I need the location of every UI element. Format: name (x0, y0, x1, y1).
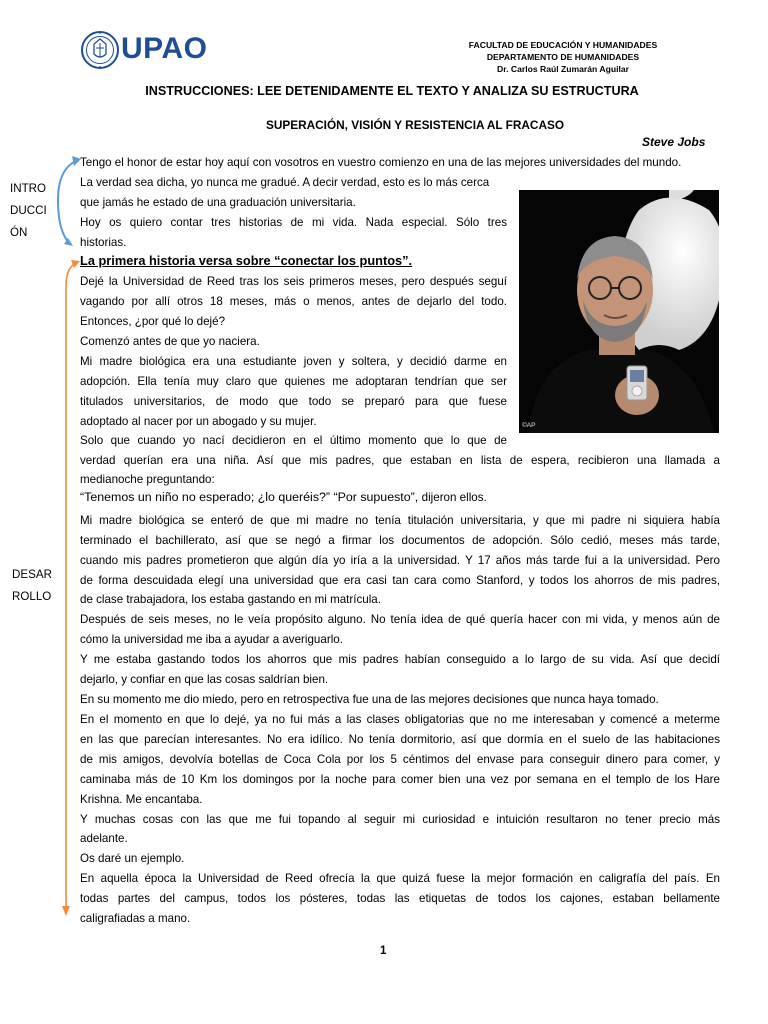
body-line: Solo que cuando yo nací decidieron en el último momento que lo que de (80, 434, 507, 447)
department-name: DEPARTAMENTO DE HUMANIDADES (486, 52, 640, 62)
label-line: DUCCI (10, 204, 47, 217)
quote-line (80, 490, 487, 504)
instructions-heading: INSTRUCCIONES: LEE DETENIDAMENTE EL TEXTO Y ANALIZA SU ESTRUCTURA (145, 84, 639, 98)
body-line: En el momento en que lo dejé, ya no fui más a las clases obligatorias que no me interesaban y comencé a meterme (80, 713, 720, 726)
faculty-name: FACULTAD DE EDUCACIÓN Y HUMANIDADES (468, 40, 658, 50)
steve-jobs-photo (519, 190, 719, 433)
body-line: Y muchas cosas con las que me fui topando al seguir mi curiosidad e intuición resultaron no tener precio más (80, 813, 720, 826)
body-line: adoptado al nacer por un abogado y su mujer. (80, 415, 317, 428)
intro-line: Tengo el honor de estar hoy aquí con vosotros en vuestro comienzo en una de las mejores universidades del mundo. (80, 156, 682, 169)
body-line: Después de seis meses, no le veía propósito alguno. No tenía idea de qué quería hacer con mi vida, y menos aún de (80, 613, 720, 626)
body-line: Comenzó antes de que yo naciera. (80, 335, 260, 348)
intro-line: La verdad sea dicha, yo nunca me gradué. A decir verdad, esto es lo más cerca (80, 176, 490, 189)
body-line: de mis amigos, devolvía botellas de Coca Cola por los 5 céntimos del envase para conseguir dinero para comer, y (80, 753, 720, 766)
body-line: adopción. Ella tenía muy claro que quienes me adoptaran tendrían que ser (80, 375, 507, 388)
document-subtitle: SUPERACIÓN, VISIÓN Y RESISTENCIA AL FRACASO (265, 118, 565, 132)
intro-line: que jamás he estado de una graduación universitaria. (80, 196, 356, 209)
body-line: En su momento me dio miedo, pero en retrospectiva fue una de las mejores decisiones que nunca haya tomado. (80, 693, 659, 706)
body-line: caligrafiadas a mano. (80, 912, 191, 925)
body-line: en las que parecían interesantes. No era idílico. No tenía dormitorio, así que dormía en el suelo de las habitaciones (80, 733, 720, 746)
body-line: titulados universitarios, de modo que todo se preparó para que fuese (80, 395, 507, 408)
body-line: Krishna. Me encantaba. (80, 793, 203, 806)
body-line: de clase trabajadora, los estaba gastando en mi matrícula. (80, 593, 381, 606)
body-line: verdad querían era una niña. Así que mis padres, que estaban en lista de espera, recibieron una llamada a (80, 454, 720, 467)
body-line: terminado el bachillerato, así que se negó a firmar los documentos de adopción. Sólo cedió, meses más tarde, (80, 534, 720, 547)
body-line: adelante. (80, 832, 128, 845)
body-line: caminaba más de 10 Km los domingos por la noche para comer bien una vez por semana en el templo de los Hare (80, 773, 720, 786)
photo-credit: ©AP (522, 422, 536, 429)
body-line: En aquella época la Universidad de Reed ofrecía la que quizá fuese la mejor formación en caligrafía del país. En (80, 872, 720, 885)
label-line: DESAR (12, 568, 52, 581)
label-line: ROLLO (12, 590, 52, 603)
quote-tail: dijeron ellos. (421, 491, 487, 504)
body-line: todas partes del campus, todos los pósteres, todas las etiquetas de todos los cajones, estaban bellamente (80, 892, 720, 905)
label-line: ÓN (10, 226, 28, 239)
body-line: Y me estaba gastando todos los ahorros que mis padres habían conseguido a lo largo de su vida. Así que decidí (80, 653, 720, 666)
body-line: Dejé la Universidad de Reed tras los seis primeros meses, pero después seguí (80, 275, 507, 288)
body-line: de forma descuidada elegí una universidad que era casi tan cara como Stanford, y todos los ahorros de mis padres, (80, 574, 720, 587)
body-line: vagando por allí otros 18 meses, más o menos, antes de dejarlo del todo. (80, 295, 507, 308)
desarrollo-bracket-arrow (62, 260, 80, 916)
portrait-image (519, 190, 719, 433)
page-number: 1 (380, 944, 387, 957)
author-name: Steve Jobs (642, 135, 706, 149)
label-line: INTRO (10, 182, 47, 195)
body-line: Entonces, ¿por qué lo dejé? (80, 315, 226, 328)
body-line: medianoche preguntando: (80, 473, 215, 486)
body-line: dejarlo, y confiar en que las cosas saldrían bien. (80, 673, 329, 686)
intro-bracket-arrow (58, 156, 81, 246)
intro-line: historias. (80, 236, 127, 249)
body-line: Mi madre biológica era una estudiante joven y soltera, y decidió darme en (80, 355, 507, 368)
body-line: cuando mis padres prometieron que algún día yo iría a la universidad. Y 17 años más tarde fui a la universidad. Pero (80, 554, 720, 567)
intro-line: Hoy os quiero contar tres historias de mi vida. Nada especial. Sólo tres (80, 216, 507, 229)
section-heading: La primera historia versa sobre “conectar los puntos”. (80, 253, 413, 268)
body-line: Os daré un ejemplo. (80, 852, 185, 865)
body-line: Mi madre biológica se enteró de que mi madre no tenía titulación universitaria, y que mi padre ni siquiera había (80, 514, 720, 527)
logo-text: UPAO (121, 32, 208, 65)
body-line: cómo la universidad me iba a ayudar a averiguarlo. (80, 633, 343, 646)
quote-text: “Tenemos un niño no esperado; ¿lo queréis?” “Por supuesto”, (80, 490, 419, 504)
professor-name: Dr. Carlos Raúl Zumarán Aguilar (497, 64, 629, 74)
